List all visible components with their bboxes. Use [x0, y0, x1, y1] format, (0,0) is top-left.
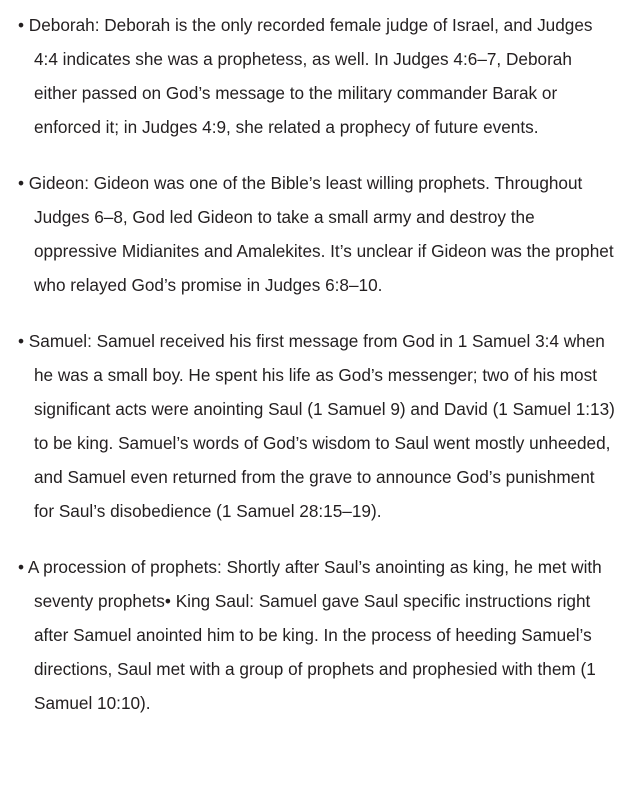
list-item: • A procession of prophets: Shortly after Saul’s anointing as king, he met with seventy prophets• King Saul: Samuel gave Saul specific instructions right after Samuel anointed him to be king. In the process of heeding Samuel’s directions, Saul met with a group of prophets and prophesied with them (1 Samuel 10:10). [18, 557, 602, 713]
list-item: • Samuel: Samuel received his first message from God in 1 Samuel 3:4 when he was a small boy. He spent his life as God’s messenger; two of his most significant acts were anointing Saul (1 Samuel 9) and David (1 Samuel 1:13) to be king. Samuel’s words of God’s wisdom to Saul went mostly unheeded, and Samuel even returned from the grave to announce God’s punishment for Saul’s disobedience (1 Samuel 28:15–19). [18, 331, 615, 521]
list-item: • Gideon: Gideon was one of the Bible’s least willing prophets. Throughout Judges 6–8, God led Gideon to take a small army and destroy the oppressive Midianites and Amalekites. It’s unclear if Gideon was the prophet who relayed God’s promise in Judges 6:8–10. [18, 173, 614, 295]
list-item: • Deborah: Deborah is the only recorded female judge of Israel, and Judges 4:4 indicates she was a prophetess, as well. In Judges 4:6–7, Deborah either passed on God’s message to the military commander Barak or enforced it; in Judges 4:9, she related a prophecy of future events. [18, 15, 593, 137]
